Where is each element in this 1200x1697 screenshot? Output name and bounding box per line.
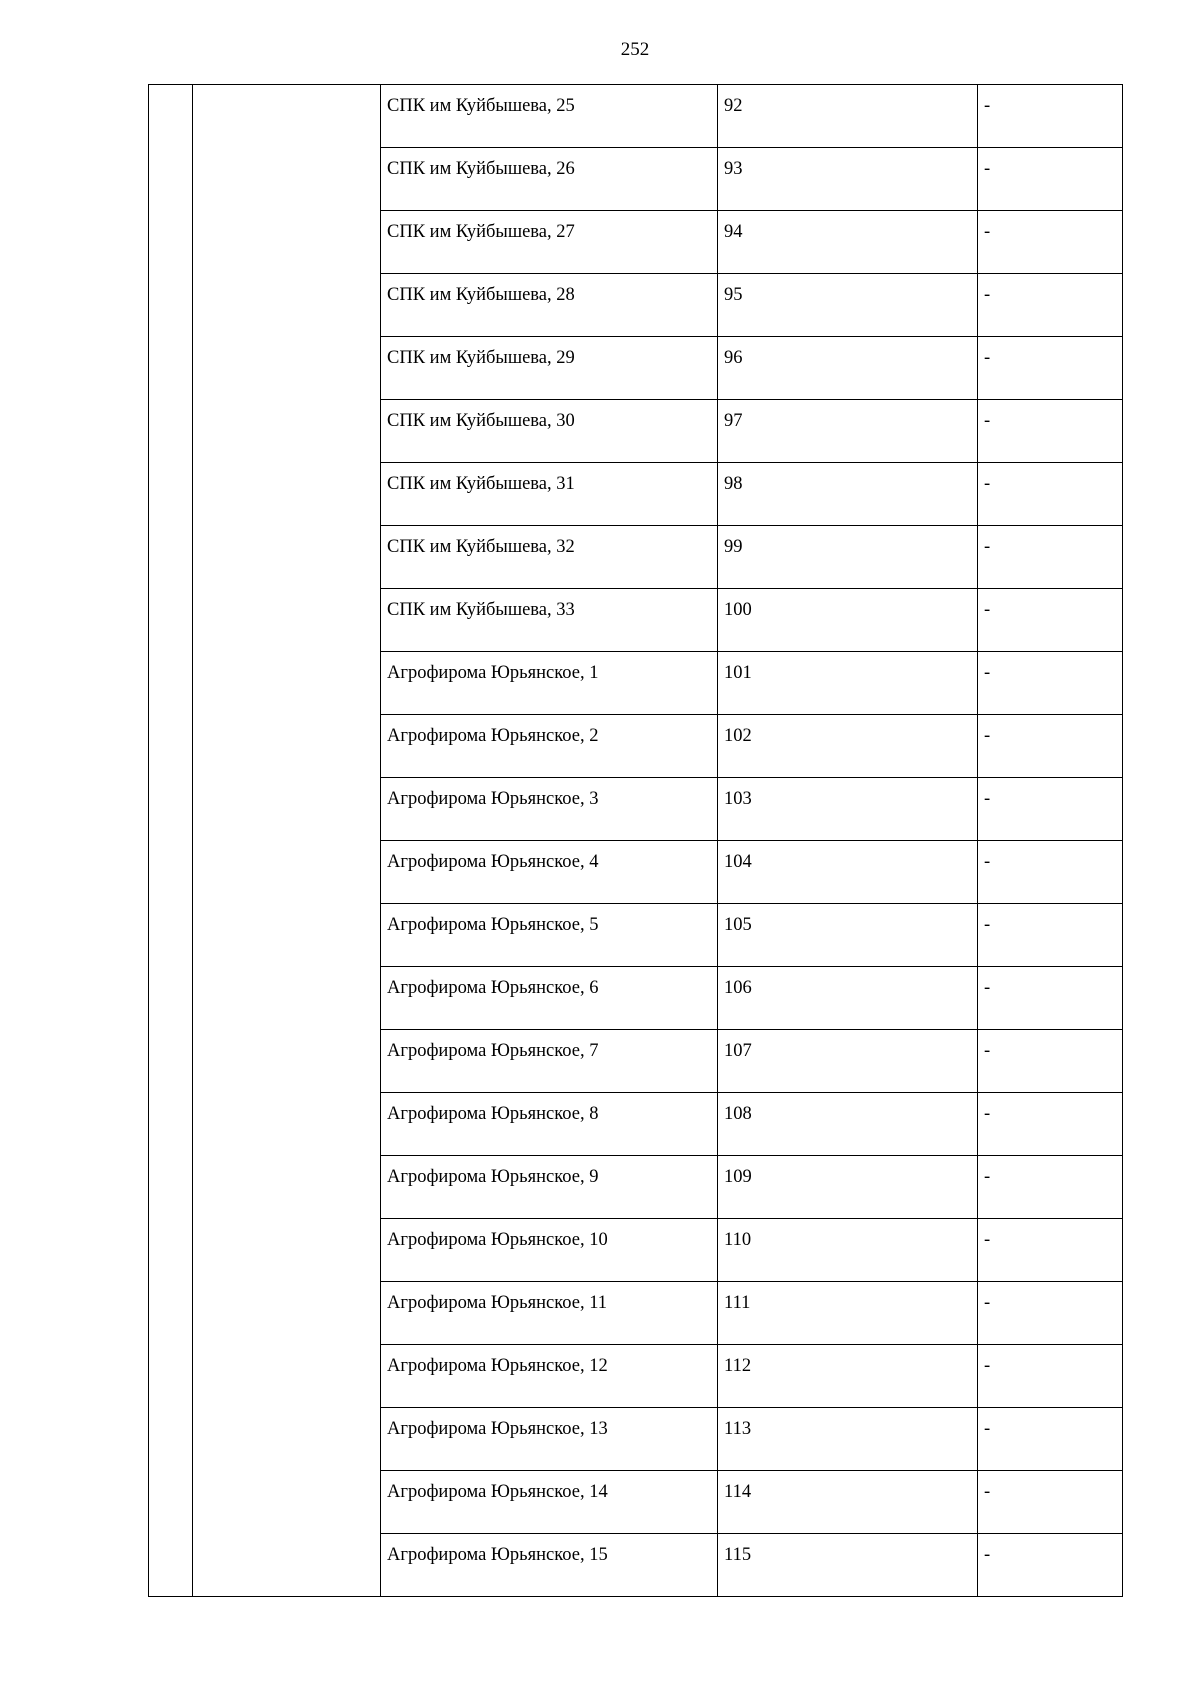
note-cell-text: - (984, 1482, 991, 1502)
name-cell-text: СПК им Куйбышева, 28 (387, 285, 575, 305)
blank-column-1-cell (149, 85, 193, 1597)
note-cell-text: - (984, 1230, 991, 1250)
note-cell (978, 1534, 1123, 1597)
name-cell-text: Агрофирома Юрьянское, 1 (387, 663, 599, 683)
page-number: 252 (620, 39, 650, 60)
name-cell (381, 85, 718, 148)
note-cell (978, 148, 1123, 211)
number-cell (718, 1156, 978, 1219)
name-cell (381, 904, 718, 967)
name-cell (381, 1345, 718, 1408)
number-cell (718, 904, 978, 967)
note-cell (978, 526, 1123, 589)
name-cell-text: Агрофирома Юрьянское, 5 (387, 915, 599, 935)
number-cell (718, 1282, 978, 1345)
table-row (149, 85, 1123, 148)
number-cell (718, 526, 978, 589)
name-cell-text: Агрофирома Юрьянское, 4 (387, 852, 599, 872)
number-cell (718, 400, 978, 463)
note-cell-text: - (984, 285, 991, 305)
name-cell-text: Агрофирома Юрьянское, 3 (387, 789, 599, 809)
note-cell-text: - (984, 978, 991, 998)
number-cell (718, 148, 978, 211)
number-cell-text: 101 (724, 663, 752, 683)
name-cell-text: СПК им Куйбышева, 31 (387, 474, 575, 494)
name-cell (381, 400, 718, 463)
note-cell-text: - (984, 600, 991, 620)
note-cell-text: - (984, 411, 991, 431)
number-cell (718, 1408, 978, 1471)
note-cell-text: - (984, 852, 991, 872)
note-cell-text: - (984, 537, 991, 557)
number-cell (718, 85, 978, 148)
note-cell (978, 85, 1123, 148)
name-cell (381, 715, 718, 778)
registry-table-body (149, 85, 1123, 1597)
name-cell (381, 1219, 718, 1282)
note-cell (978, 337, 1123, 400)
note-cell-text: - (984, 474, 991, 494)
name-cell (381, 526, 718, 589)
note-cell (978, 1345, 1123, 1408)
note-cell (978, 1219, 1123, 1282)
note-cell (978, 904, 1123, 967)
note-cell-text: - (984, 663, 991, 683)
note-cell-text: - (984, 1167, 991, 1187)
number-cell (718, 274, 978, 337)
registry-table (148, 84, 1123, 1597)
name-cell (381, 337, 718, 400)
note-cell (978, 400, 1123, 463)
name-cell-text: СПК им Куйбышева, 30 (387, 411, 575, 431)
note-cell (978, 1093, 1123, 1156)
note-cell-text: - (984, 1041, 991, 1061)
number-cell-text: 104 (724, 852, 752, 872)
note-cell (978, 778, 1123, 841)
name-cell-text: Агрофирома Юрьянское, 11 (387, 1293, 608, 1313)
name-cell-text: Агрофирома Юрьянское, 15 (387, 1545, 608, 1565)
name-cell-text: Агрофирома Юрьянское, 2 (387, 726, 599, 746)
name-cell (381, 1156, 718, 1219)
note-cell-text: - (984, 1419, 991, 1439)
number-cell (718, 841, 978, 904)
note-cell-text: - (984, 348, 991, 368)
note-cell (978, 274, 1123, 337)
note-cell-text: - (984, 96, 991, 116)
note-cell (978, 1282, 1123, 1345)
note-cell-text: - (984, 222, 991, 242)
number-cell (718, 337, 978, 400)
number-cell (718, 1219, 978, 1282)
name-cell (381, 652, 718, 715)
number-cell-text: 106 (724, 978, 752, 998)
number-cell-text: 110 (724, 1230, 752, 1250)
number-cell-text: 98 (724, 474, 743, 494)
number-cell (718, 589, 978, 652)
number-cell (718, 967, 978, 1030)
number-cell (718, 1030, 978, 1093)
note-cell (978, 652, 1123, 715)
note-cell (978, 1156, 1123, 1219)
note-cell (978, 967, 1123, 1030)
number-cell-text: 114 (724, 1482, 752, 1502)
name-cell (381, 589, 718, 652)
number-cell (718, 652, 978, 715)
number-cell (718, 1093, 978, 1156)
note-cell (978, 1471, 1123, 1534)
note-cell-text: - (984, 789, 991, 809)
name-cell (381, 1282, 718, 1345)
name-cell-text: СПК им Куйбышева, 32 (387, 537, 575, 557)
number-cell-text: 93 (724, 159, 743, 179)
note-cell-text: - (984, 159, 991, 179)
name-cell (381, 1471, 718, 1534)
number-cell-text: 107 (724, 1041, 752, 1061)
name-cell-text: СПК им Куйбышева, 33 (387, 600, 575, 620)
blank-column-2-cell (193, 85, 381, 1597)
name-cell-text: Агрофирома Юрьянское, 9 (387, 1167, 599, 1187)
number-cell-text: 94 (724, 222, 743, 242)
note-cell-text: - (984, 1104, 991, 1124)
name-cell (381, 1408, 718, 1471)
number-cell-text: 109 (724, 1167, 752, 1187)
name-cell-text: Агрофирома Юрьянское, 14 (387, 1482, 608, 1502)
name-cell (381, 841, 718, 904)
note-cell (978, 589, 1123, 652)
name-cell (381, 148, 718, 211)
name-cell-text: СПК им Куйбышева, 25 (387, 96, 575, 116)
note-cell-text: - (984, 915, 991, 935)
note-cell-text: - (984, 1545, 991, 1565)
note-cell-text: - (984, 726, 991, 746)
name-cell (381, 211, 718, 274)
name-cell-text: Агрофирома Юрьянское, 10 (387, 1230, 608, 1250)
number-cell-text: 115 (724, 1545, 752, 1565)
name-cell-text: СПК им Куйбышева, 27 (387, 222, 575, 242)
number-cell-text: 92 (724, 96, 743, 116)
number-cell-text: 96 (724, 348, 743, 368)
name-cell (381, 778, 718, 841)
number-cell-text: 103 (724, 789, 752, 809)
name-cell-text: Агрофирома Юрьянское, 7 (387, 1041, 599, 1061)
name-cell-text: СПК им Куйбышева, 29 (387, 348, 575, 368)
note-cell (978, 211, 1123, 274)
name-cell (381, 1093, 718, 1156)
name-cell-text: Агрофирома Юрьянское, 13 (387, 1419, 608, 1439)
note-cell-text: - (984, 1356, 991, 1376)
number-cell-text: 111 (724, 1293, 751, 1313)
number-cell-text: 108 (724, 1104, 752, 1124)
name-cell-text: Агрофирома Юрьянское, 8 (387, 1104, 599, 1124)
name-cell (381, 967, 718, 1030)
number-cell (718, 1345, 978, 1408)
number-cell (718, 1471, 978, 1534)
name-cell-text: Агрофирома Юрьянское, 12 (387, 1356, 608, 1376)
number-cell-text: 112 (724, 1356, 752, 1376)
note-cell-text: - (984, 1293, 991, 1313)
number-cell (718, 211, 978, 274)
name-cell-text: СПК им Куйбышева, 26 (387, 159, 575, 179)
name-cell (381, 274, 718, 337)
name-cell (381, 463, 718, 526)
note-cell (978, 715, 1123, 778)
note-cell (978, 1030, 1123, 1093)
number-cell-text: 113 (724, 1419, 752, 1439)
note-cell (978, 463, 1123, 526)
name-cell (381, 1030, 718, 1093)
number-cell-text: 100 (724, 600, 752, 620)
number-cell (718, 778, 978, 841)
number-cell-text: 105 (724, 915, 752, 935)
name-cell-text: Агрофирома Юрьянское, 6 (387, 978, 599, 998)
number-cell-text: 97 (724, 411, 743, 431)
number-cell (718, 1534, 978, 1597)
note-cell (978, 1408, 1123, 1471)
number-cell-text: 95 (724, 285, 743, 305)
number-cell (718, 715, 978, 778)
number-cell-text: 102 (724, 726, 752, 746)
name-cell (381, 1534, 718, 1597)
number-cell-text: 99 (724, 537, 743, 557)
note-cell (978, 841, 1123, 904)
number-cell (718, 463, 978, 526)
